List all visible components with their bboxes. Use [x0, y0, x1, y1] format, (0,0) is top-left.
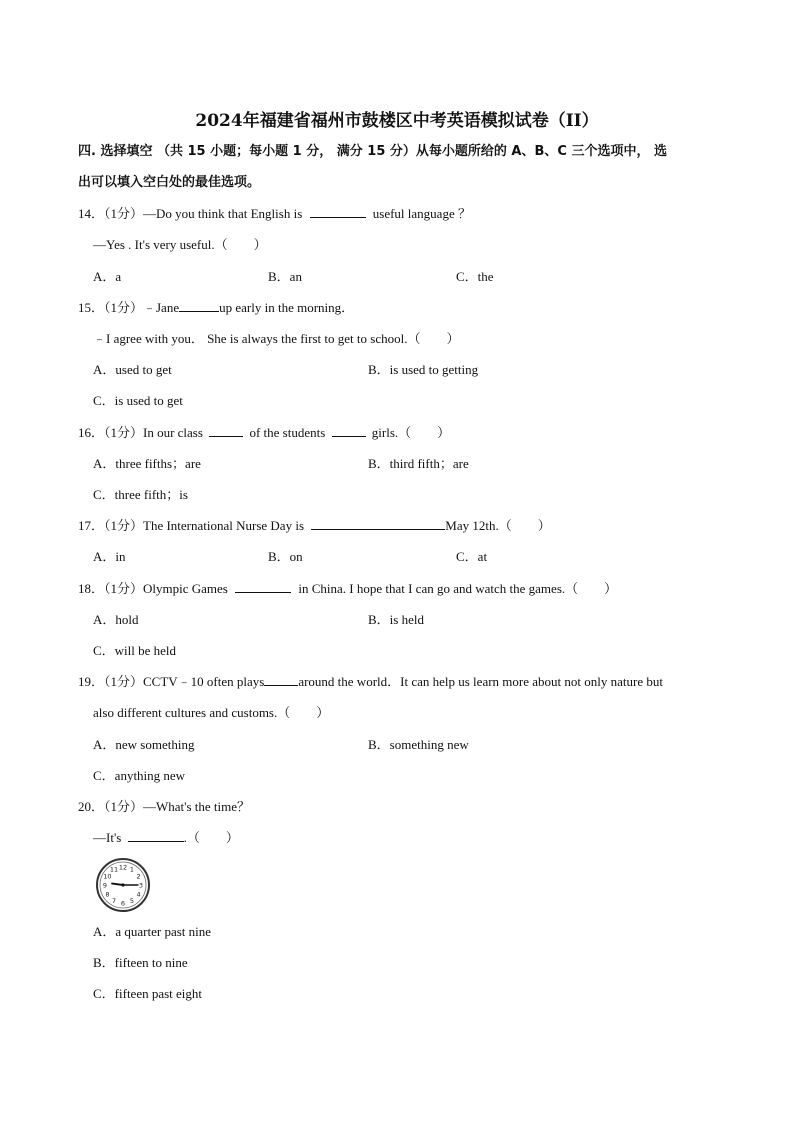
- question-19-option-b: B．something new: [368, 737, 469, 752]
- question-18-option-a: A．hold: [93, 612, 139, 627]
- answer-blank: [311, 517, 445, 530]
- question-14-option-c: C．the: [456, 269, 494, 284]
- answer-blank: [332, 424, 366, 437]
- question-20-option-c: C．fifteen past eight: [93, 986, 203, 1001]
- question-18-option-c: C．will be held: [93, 643, 177, 658]
- clock-numeral: 1: [129, 865, 135, 874]
- question-20-option-b: B．fifteen to nine: [93, 955, 188, 970]
- question-14-option-b: B．an: [268, 269, 302, 284]
- answer-blank: [310, 205, 366, 218]
- question-20-stem: 20．（1分）—What's the time？: [78, 799, 251, 814]
- question-17-stem: 17．（1分）The International Nurse Day is May 12th.（ ）: [78, 518, 551, 533]
- question-15-option-c: C．is used to get: [93, 393, 183, 408]
- question-19-option-c: C．anything new: [93, 768, 186, 783]
- clock-numeral: 7: [111, 896, 117, 905]
- question-15-option-a: A．used to get: [93, 362, 172, 377]
- question-15-stem: 15．（1分）﹣Jane up early in the morning．: [78, 300, 355, 315]
- clock-numeral: 11: [109, 865, 119, 874]
- question-17-option-c: C．at: [456, 549, 488, 564]
- question-17-option-a: A．in: [93, 549, 126, 564]
- question-19-option-a: A．new something: [93, 737, 195, 752]
- answer-blank: [179, 299, 219, 312]
- answer-blank: [235, 580, 291, 593]
- question-17-option-b: B．on: [268, 549, 303, 564]
- clock-numeral: 8: [105, 890, 110, 899]
- clock-numeral: 6: [120, 899, 126, 908]
- question-20-response: —It's .（ ）: [93, 830, 239, 845]
- question-14-option-a: A．a: [93, 269, 122, 284]
- question-20-option-a: A．a quarter past nine: [93, 924, 212, 939]
- clock-numeral: 9: [102, 881, 108, 890]
- question-14-response: —Yes . It's very useful.（ ）: [93, 237, 267, 252]
- clock-icon: [94, 856, 152, 914]
- question-19-stem: 19．（1分）CCTV﹣10 often plays around the world．It can help us learn more about not only nature but: [78, 674, 663, 689]
- question-16-stem: 16．（1分）In our class of the students girls.（ ）: [78, 425, 451, 440]
- answer-blank: [128, 829, 184, 842]
- question-16-option-a: A．three fifths；are: [93, 456, 201, 471]
- question-14-stem: 14．（1分）—Do you think that English is useful language ？: [78, 206, 471, 221]
- clock-numeral: 12: [118, 863, 128, 872]
- section-instruction-line1: 四. 选择填空 （共 15 小题；每小题 1 分， 满分 15 分）从每小题所给的 A、B、C 三个选项中， 选: [78, 144, 667, 159]
- clock-numeral: 10: [103, 872, 112, 881]
- question-19-continuation: also different cultures and customs.（ ）: [93, 705, 330, 720]
- question-18-option-b: B．is held: [368, 612, 424, 627]
- clock-numeral: 5: [129, 896, 135, 905]
- question-18-stem: 18．（1分）Olympic Games in China. I hope that I can go and watch the games.（ ）: [78, 581, 618, 596]
- answer-blank: [209, 424, 243, 437]
- question-15-option-b: B．is used to getting: [368, 362, 479, 377]
- answer-blank: [264, 673, 298, 686]
- question-16-option-b: B．third fifth；are: [368, 456, 469, 471]
- clock-numeral: 3: [138, 881, 144, 890]
- page-title: 2024年福建省福州市鼓楼区中考英语模拟试卷（II）: [195, 111, 599, 131]
- clock-numeral: 4: [136, 890, 141, 899]
- section-instruction-line2: 出可以填入空白处的最佳选项。: [78, 175, 261, 190]
- clock-numeral: 2: [136, 872, 141, 881]
- question-16-option-c: C．three fifth；is: [93, 487, 188, 502]
- question-15-response: ﹣I agree with you． She is always the first to get to school.（ ）: [93, 331, 460, 346]
